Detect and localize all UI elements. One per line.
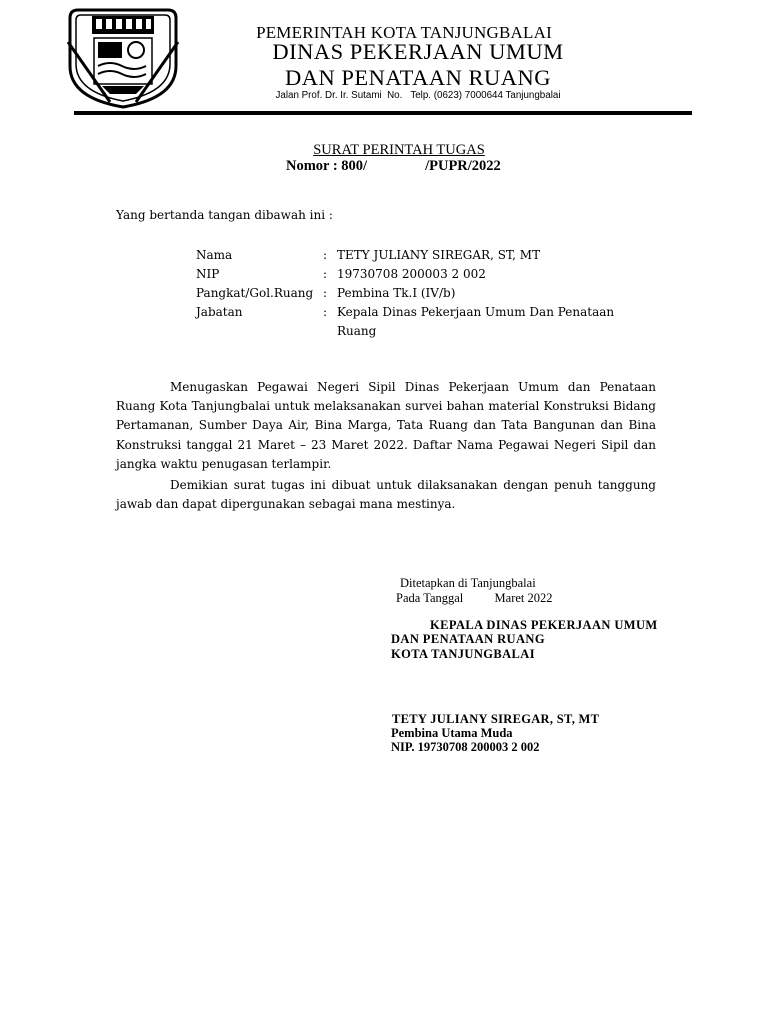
detail-colon: : (323, 248, 328, 262)
signatory-office-line2: DAN PENATAAN RUANG (391, 632, 545, 646)
detail-value-nip: 19730708 200003 2 002 (337, 267, 486, 281)
detail-value-jabatan: Kepala Dinas Pekerjaan Umum Dan Penataan (337, 305, 615, 319)
department-name-line2: DAN PENATAAN RUANG (285, 65, 551, 90)
signatory-office-line3: KOTA TANJUNGBALAI (391, 647, 535, 661)
signatory-name: TETY JULIANY SIREGAR, ST, MT (392, 712, 600, 726)
letter-title-text: SURAT PERINTAH TUGAS (313, 142, 485, 158)
signature-date: Pada Tanggal Maret 2022 (396, 591, 553, 605)
detail-label-nip: NIP (196, 267, 220, 281)
signatory-office-line1: KEPALA DINAS PEKERJAAN UMUM (430, 618, 658, 632)
detail-label-pangkat: Pangkat/Gol.Ruang (196, 286, 314, 300)
letter-number: Nomor : 800/ /PUPR/2022 (286, 158, 501, 174)
detail-label-nama: Nama (196, 248, 233, 262)
detail-value-nama: TETY JULIANY SIREGAR, ST, MT (337, 248, 541, 262)
body-paragraph-closing: Demikian surat tugas ini dibuat untuk dilaksanakan dengan penuh tanggung jawab dan dapat dipergunakan sebagai mana mestinya. (116, 478, 656, 512)
signatory-nip: NIP. 19730708 200003 2 002 (391, 740, 540, 754)
detail-label-jabatan: Jabatan (196, 305, 243, 319)
detail-colon: : (323, 286, 328, 300)
detail-value-jabatan-cont: Ruang (337, 324, 377, 338)
signature-place: Ditetapkan di Tanjungbalai (400, 576, 536, 590)
intro-text: Yang bertanda tangan dibawah ini : (116, 208, 333, 222)
signatory-rank: Pembina Utama Muda (391, 726, 513, 740)
department-name-line1: DINAS PEKERJAAN UMUM (272, 39, 564, 64)
government-name: PEMERINTAH KOTA TANJUNGBALAI (256, 23, 552, 42)
detail-colon: : (323, 267, 328, 281)
letterhead-divider (74, 111, 692, 115)
detail-value-pangkat: Pembina Tk.I (IV/b) (337, 286, 456, 300)
detail-colon: : (323, 305, 328, 319)
body-paragraph-assignment: Menugaskan Pegawai Negeri Sipil Dinas Pekerjaan Umum dan Penataan Ruang Kota Tanjungbalai untuk melaksanakan survei bahan material Konstruksi Bidang Pertamanan, Sumber Daya Air, Bina Marga, Tata Ruang dan Tata Bangunan dan Bina Konstruksi tanggal 21 Maret – 23 Maret 2022. Daftar Nama Pegawai Negeri Sipil dan jangka waktu penugasan terlampir. (116, 380, 656, 471)
letter-title (0, 142, 768, 159)
office-address: Jalan Prof. Dr. Ir. Sutami No. Telp. (0623) 7000644 Tanjungbalai (275, 90, 561, 101)
